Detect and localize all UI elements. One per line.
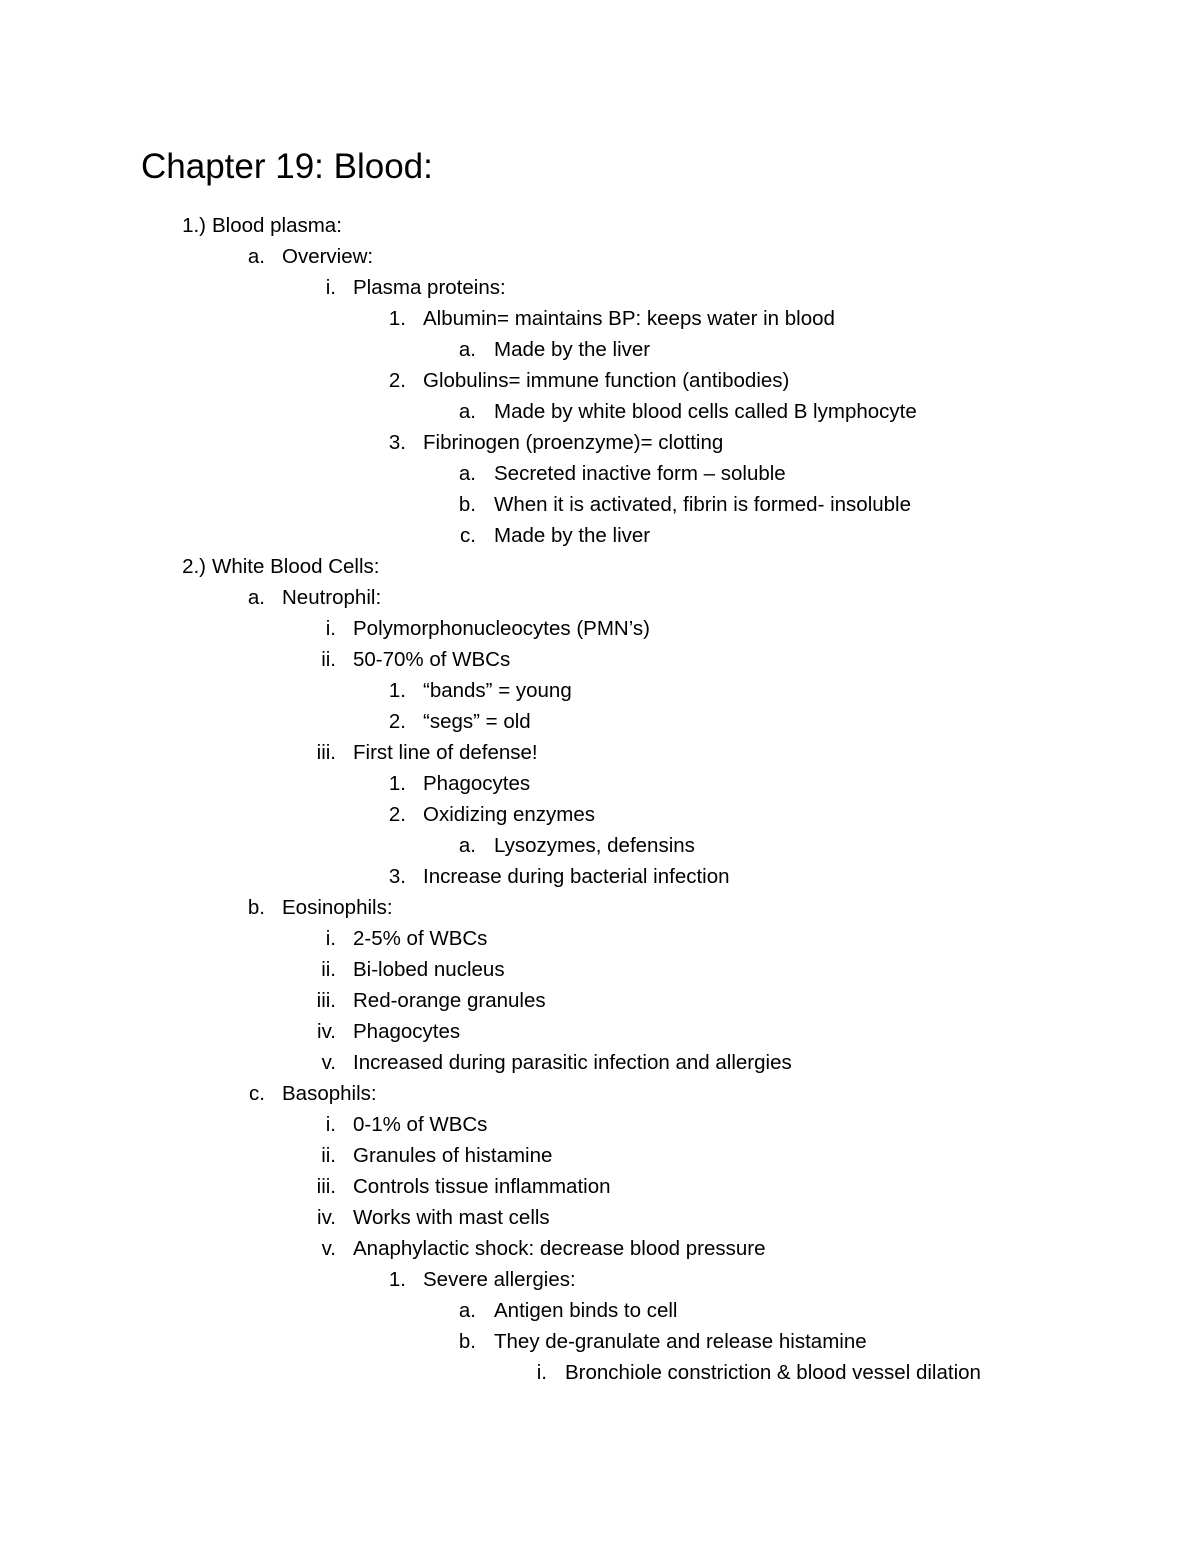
list-item-text: First line of defense! — [353, 741, 538, 764]
list-marker: a. — [458, 400, 476, 423]
list-item-text: 50-70% of WBCs — [353, 648, 511, 671]
list-marker: v. — [321, 1237, 336, 1260]
list-item-text: Red-orange granules — [353, 989, 546, 1012]
list-marker: i. — [325, 276, 336, 299]
list-marker: a. — [458, 338, 476, 361]
list-item-text: Antigen binds to cell — [494, 1299, 678, 1322]
list-item-text: Lysozymes, defensins — [494, 834, 695, 857]
list-item-text: Globulins= immune function (antibodies) — [423, 369, 790, 392]
list-item-text: Basophils: — [282, 1082, 377, 1105]
list-item-text: Controls tissue inflammation — [353, 1175, 611, 1198]
list-item-text: Secreted inactive form – soluble — [494, 462, 786, 485]
list-marker: c. — [460, 524, 476, 547]
list-marker: i. — [325, 617, 336, 640]
list-item-text: White Blood Cells: — [212, 555, 380, 578]
list-item-text: Severe allergies: — [423, 1268, 576, 1291]
list-item-text: When it is activated, fibrin is formed- insoluble — [494, 493, 912, 516]
list-item-text: 2-5% of WBCs — [353, 927, 488, 950]
list-marker: 3. — [388, 865, 406, 888]
list-item-text: Anaphylactic shock: decrease blood pressure — [353, 1237, 766, 1260]
list-item-text: Bi-lobed nucleus — [353, 958, 505, 981]
list-item-text: 0-1% of WBCs — [353, 1113, 488, 1136]
list-marker: a. — [458, 462, 476, 485]
list-marker: 1. — [388, 772, 406, 795]
list-marker: ii. — [321, 1144, 336, 1167]
list-marker: iii. — [316, 989, 336, 1012]
list-marker: 2.) — [182, 555, 206, 578]
list-marker: a. — [458, 1299, 476, 1322]
list-item-text: Fibrinogen (proenzyme)= clotting — [423, 431, 724, 454]
list-marker: 2. — [388, 369, 406, 392]
list-item-text: Overview: — [282, 245, 374, 268]
list-marker: b. — [458, 493, 476, 516]
list-item-text: Blood plasma: — [212, 214, 342, 237]
list-item-text: Increased during parasitic infection and allergies — [353, 1051, 792, 1074]
list-marker: v. — [321, 1051, 336, 1074]
list-marker: b. — [247, 896, 265, 919]
list-marker: 3. — [388, 431, 406, 454]
list-item-text: Made by the liver — [494, 524, 651, 547]
list-marker: a. — [458, 834, 476, 857]
list-marker: ii. — [321, 958, 336, 981]
list-item-text: Works with mast cells — [353, 1206, 550, 1229]
list-marker: iv. — [317, 1206, 336, 1229]
list-item-text: Polymorphonucleocytes (PMN’s) — [353, 617, 650, 640]
list-marker: c. — [249, 1082, 265, 1105]
list-marker: b. — [458, 1330, 476, 1353]
list-item-text: Phagocytes — [353, 1020, 461, 1043]
list-item-text: They de-granulate and release histamine — [494, 1330, 867, 1353]
page-title: Chapter 19: Blood: — [141, 147, 433, 186]
list-item-text: Granules of histamine — [353, 1144, 553, 1167]
list-marker: 2. — [388, 710, 406, 733]
list-item-text: Bronchiole constriction & blood vessel dilation — [565, 1361, 981, 1384]
list-item-text: Increase during bacterial infection — [423, 865, 730, 888]
list-item-text: Neutrophil: — [282, 586, 382, 609]
list-marker: 1. — [388, 1268, 406, 1291]
list-marker: 1.) — [182, 214, 206, 237]
list-item-text: “bands” = young — [423, 679, 572, 702]
list-marker: i. — [536, 1361, 547, 1384]
list-item-text: Oxidizing enzymes — [423, 803, 596, 826]
list-item-text: Made by the liver — [494, 338, 651, 361]
list-marker: i. — [325, 927, 336, 950]
list-marker: iii. — [316, 1175, 336, 1198]
list-marker: a. — [247, 245, 265, 268]
list-marker: 2. — [388, 803, 406, 826]
list-marker: iii. — [316, 741, 336, 764]
list-marker: a. — [247, 586, 265, 609]
list-marker: 1. — [388, 679, 406, 702]
list-marker: iv. — [317, 1020, 336, 1043]
list-marker: 1. — [388, 307, 406, 330]
list-item-text: Phagocytes — [423, 772, 531, 795]
list-item-text: Albumin= maintains BP: keeps water in blood — [423, 307, 835, 330]
list-item-text: Made by white blood cells called B lymphocyte — [494, 400, 917, 423]
list-item-text: Eosinophils: — [282, 896, 393, 919]
list-marker: ii. — [321, 648, 336, 671]
list-marker: i. — [325, 1113, 336, 1136]
list-item-text: Plasma proteins: — [353, 276, 506, 299]
list-item-text: “segs” = old — [423, 710, 531, 733]
